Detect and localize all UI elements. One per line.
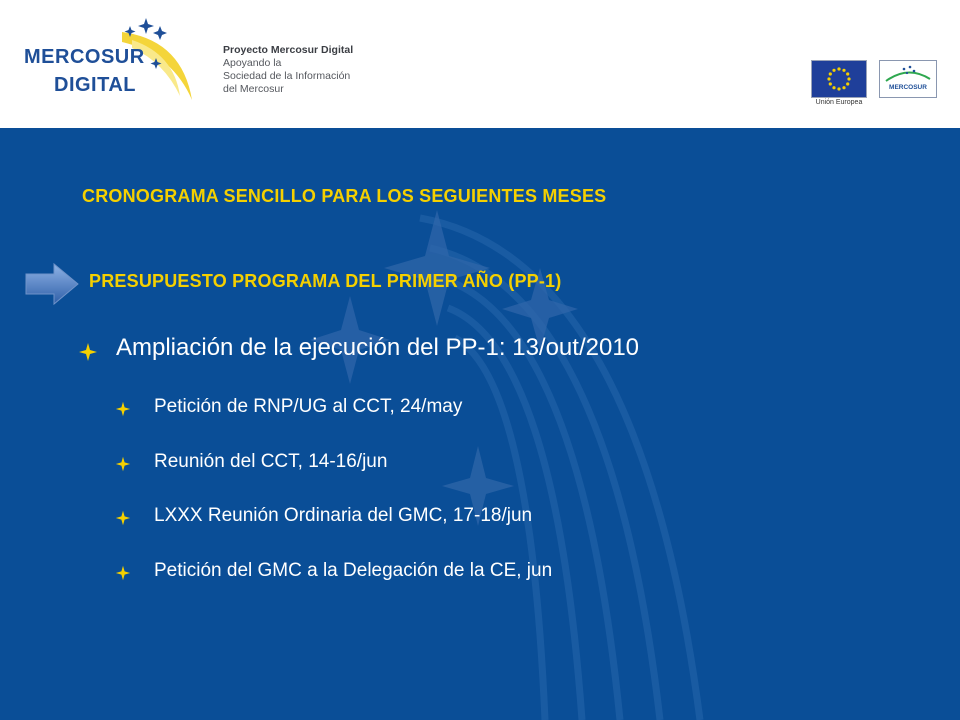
header-bar xyxy=(0,0,960,128)
main-bullet-text: Ampliación de la ejecución del PP-1: 13/out/2010 xyxy=(116,334,640,361)
slide-subtitle: PRESUPUESTO PROGRAMA DEL PRIMER AÑO (PP-1) xyxy=(89,271,562,291)
logo-text-digital: DIGITAL xyxy=(54,74,137,96)
mercosur-label: MERCOSUR xyxy=(889,84,927,91)
mercosur-emblem-icon xyxy=(879,60,937,98)
four-point-star-icon xyxy=(115,510,131,526)
sub-bullet-text: Petición del GMC a la Delegación de la CE, jun xyxy=(154,560,553,581)
sub-bullet-text: Reunión del CCT, 14-16/jun xyxy=(154,451,388,472)
four-point-star-icon xyxy=(78,342,98,362)
project-line: Sociedad de la Información xyxy=(223,70,351,82)
logo-text-mercosur: MERCOSUR xyxy=(24,46,145,68)
project-description xyxy=(223,44,353,96)
slide-body xyxy=(0,128,960,720)
right-arrow-icon xyxy=(24,262,80,306)
eu-label: Unión Europea xyxy=(815,99,863,106)
four-point-star-icon xyxy=(115,401,131,417)
project-line: del Mercosur xyxy=(223,83,284,95)
eu-flag-icon xyxy=(811,60,867,98)
decorative-stars-background xyxy=(0,128,960,720)
sub-bullet-text: LXXX Reunión Ordinaria del GMC, 17-18/jun xyxy=(154,505,533,526)
four-point-star-icon xyxy=(115,456,131,472)
slide-title: CRONOGRAMA SENCILLO PARA LOS SEGUIENTES MESES xyxy=(82,186,607,206)
project-title: Proyecto Mercosur Digital xyxy=(223,44,354,56)
project-line: Apoyando la xyxy=(223,57,282,69)
four-point-star-icon xyxy=(115,565,131,581)
sub-bullet-text: Petición de RNP/UG al CCT, 24/may xyxy=(154,396,463,417)
